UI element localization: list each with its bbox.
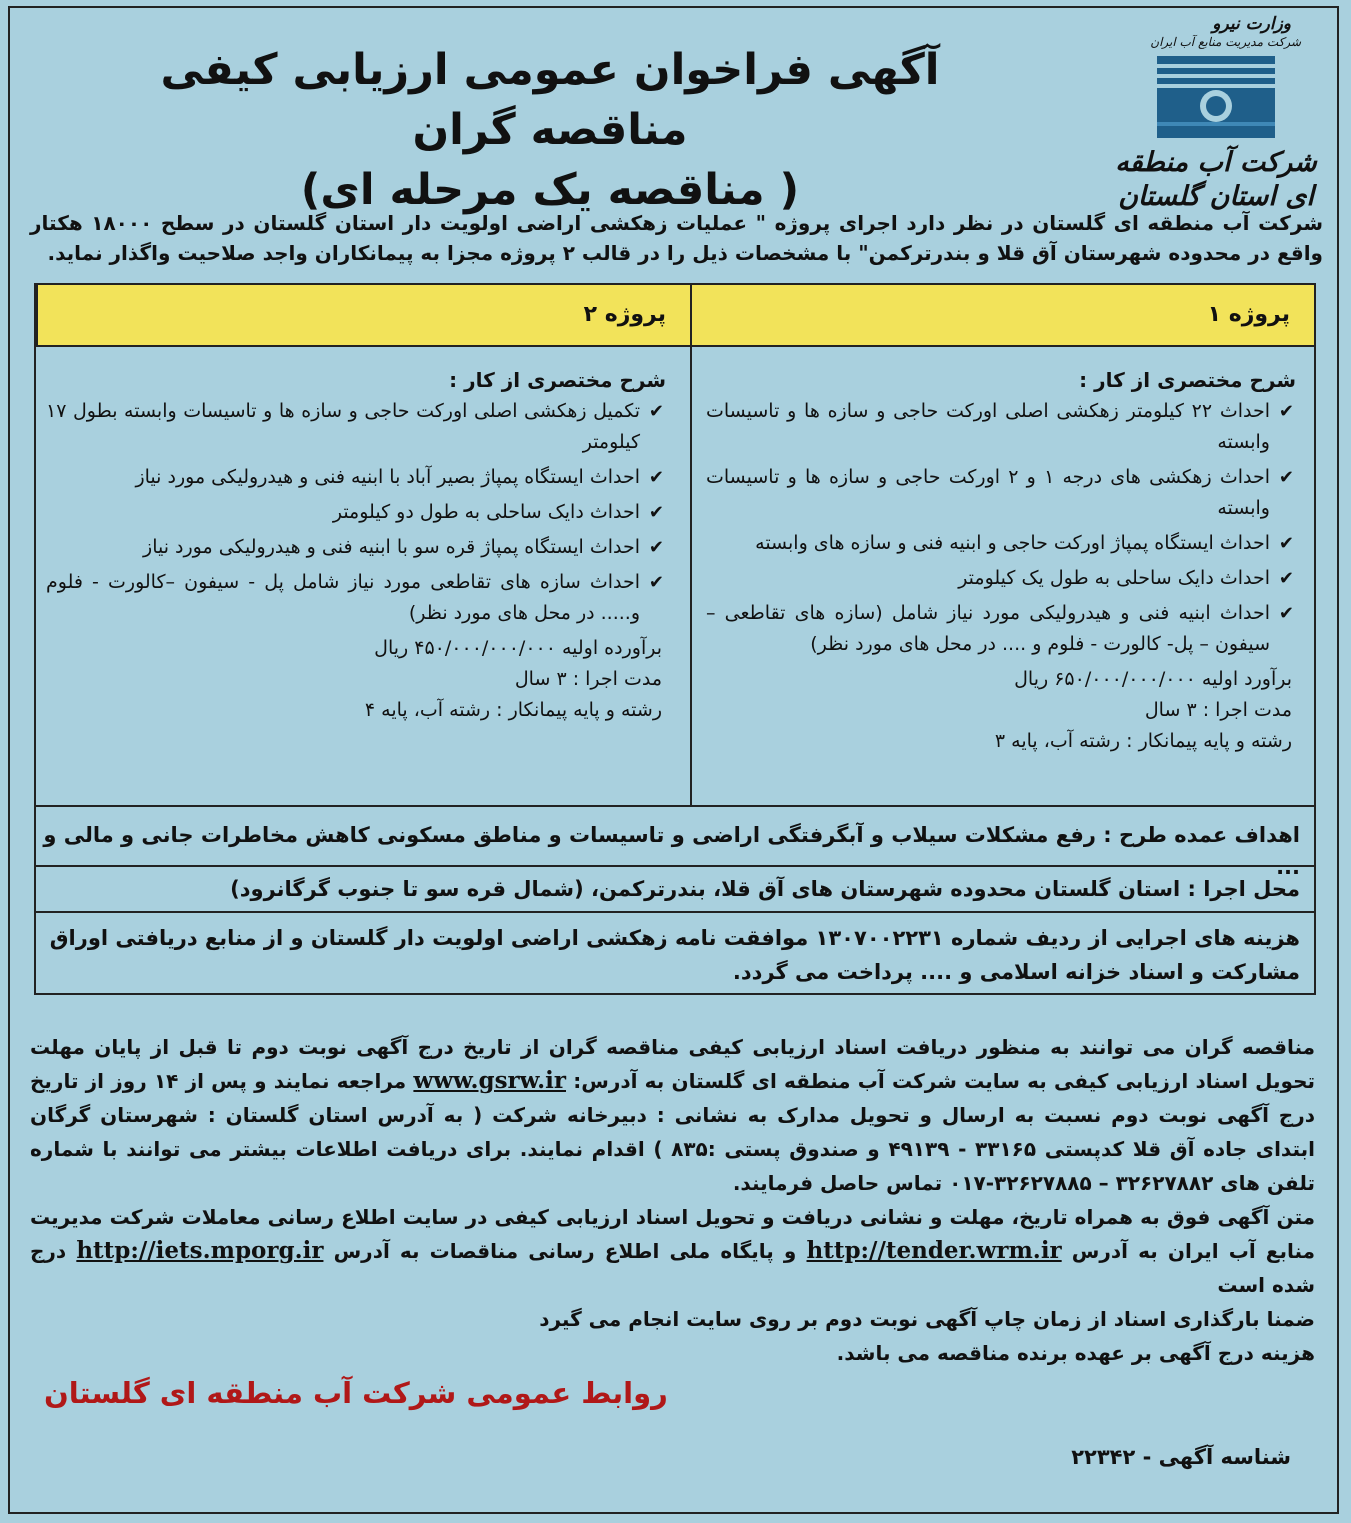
list-item: ✔ احداث زهکشی های درجه ۱ و ۲ اورکت حاجی و سازه ها و تاسیسات وابسته bbox=[706, 462, 1296, 524]
list-item: ✔ احداث ابنیه فنی و هیدرولیکی مورد نیاز شامل (سازه های تقاطعی – سیفون – پل- کالورت - فلوم و .... در محل های مورد نظر) bbox=[706, 598, 1296, 660]
list-item: ✔ احداث دایک ساحلی به طول یک کیلومتر bbox=[706, 563, 1296, 594]
public-relations-signature: روابط عمومی شرکت آب منطقه ای گلستان bbox=[44, 1376, 668, 1410]
water-emblem-icon bbox=[1157, 56, 1275, 138]
check-icon: ✔ bbox=[648, 537, 664, 558]
emblem-inner-circle bbox=[1206, 96, 1226, 116]
project-1-grade: رشته و پایه پیمانکار : رشته آب، پایه ۳ bbox=[994, 730, 1292, 752]
location-label: محل اجرا : bbox=[1187, 877, 1300, 901]
ad-title bbox=[140, 40, 960, 220]
title-line-2: ( مناقصه یک مرحله ای) bbox=[300, 165, 800, 215]
check-icon: ✔ bbox=[648, 502, 664, 523]
emblem-line-4 bbox=[1157, 122, 1275, 126]
management-company-name: شرکت مدیریت منابع آب ایران bbox=[1150, 35, 1301, 49]
ministry-name: وزارت نیرو bbox=[1212, 14, 1291, 34]
gsrw-link[interactable]: www.gsrw.ir bbox=[413, 1067, 566, 1094]
tender-wrm-link[interactable]: http://tender.wrm.ir bbox=[806, 1237, 1062, 1264]
emblem-line-3 bbox=[1157, 84, 1275, 88]
project-2-duration: مدت اجرا : ۳ سال bbox=[514, 668, 662, 690]
project-1-header: پروژه ۱ bbox=[690, 285, 1314, 347]
project-1-items bbox=[706, 396, 1296, 660]
list-item: ✔ احداث ایستگاه پمپاژ اورکت حاجی و ابنیه فنی و سازه های وابسته bbox=[706, 528, 1296, 559]
emblem-line-2 bbox=[1157, 74, 1275, 78]
instructions-paragraph-3: ضمنا بارگذاری اسناد از زمان چاپ آگهی نوبت دوم بر روی سایت انجام می گیرد bbox=[539, 1307, 1315, 1331]
company-name: شرکت آب منطقه ای استان گلستان bbox=[1115, 147, 1317, 212]
title-line-1: آگهی فراخوان عمومی ارزیابی کیفی مناقصه گران bbox=[160, 45, 940, 155]
project-2-estimate: برآورده اولیه ۴۵۰/۰۰۰/۰۰۰/۰۰۰ ریال bbox=[374, 637, 662, 659]
list-item: ✔ احداث ۲۲ کیلومتر زهکشی اصلی اورکت حاجی و سازه ها و تاسیسات وابسته bbox=[706, 396, 1296, 458]
instructions-paragraph-2: متن آگهی فوق به همراه تاریخ، مهلت و نشانی دریافت و تحویل اسناد ارزیابی کیفی در سایت اطلاع رسانی معاملات شرکت مدیریت منابع آب ایران به آدرس http://tender.wrm.ir و پایگاه ملی اطلاع رسانی مناقصات به آدرس http://iets.mporg.ir درج شده است bbox=[30, 1205, 1316, 1297]
instructions-paragraph-4: هزینه درج آگهی بر عهده برنده مناقصه می باشد. bbox=[836, 1341, 1315, 1365]
instructions bbox=[30, 1030, 1315, 1370]
projects-table bbox=[34, 283, 1316, 807]
check-icon: ✔ bbox=[1278, 401, 1294, 422]
list-item: ✔ تکمیل زهکشی اصلی اورکت حاجی و سازه ها و تاسیسات وابسته بطول ۱۷ کیلومتر bbox=[46, 396, 666, 458]
project-1-estimate: برآورد اولیه ۶۵۰/۰۰۰/۰۰۰/۰۰۰ ریال bbox=[1014, 668, 1292, 690]
cost-row: هزینه های اجرایی از ردیف شماره ۱۳۰۷۰۰۲۲۳۱ موافقت نامه زهکشی اراضی اولویت دار گلستان و از منابع دریافتی اوراق مشارکت و اسناد خزانه اسلامی و .... پرداخت می گردد. bbox=[34, 913, 1316, 995]
goals-label: اهداف عمده طرح : bbox=[1103, 823, 1300, 847]
location-text: استان گلستان محدوده شهرستان های آق قلا، بندرترکمن، (شمال قره سو تا جنوب گرگانرود) bbox=[230, 877, 1181, 901]
ad-id: شناسه آگهی - ۲۲۳۴۲ bbox=[1071, 1445, 1291, 1469]
company-logo bbox=[1101, 10, 1331, 212]
check-icon: ✔ bbox=[1278, 533, 1294, 554]
instructions-paragraph-1: مناقصه گران می توانند به منظور دریافت اسناد ارزیابی کیفی مناقصه گران از تاریخ درج آگهی نوبت دوم تا قبل از پایان مهلت تحویل اسناد ارزیابی کیفی به سایت شرکت آب منطقه ای گلستان به آدرس: www.gsrw.ir مراجعه نمایند و پس از ۱۴ روز از تاریخ درج آگهی نوبت دوم نسبت به ارسال و تحویل مدارک به نشانی : دبیرخانه شرکت ( به آدرس استان گلستان : شهرستان گرگان ابتدای جاده آق قلا کدپستی ۳۳۱۶۵ - ۴۹۱۳۹ و صندوق پستی :۸۳۵ ) اقدام نمایند. برای دریافت اطلاعات بیشتر می توانند با شماره تلفن های ۳۲۶۲۷۸۸۲ – ۳۲۶۲۷۸۸۵-۰۱۷ تماس حاصل فرمایند. bbox=[30, 1035, 1316, 1195]
list-item: ✔ احداث ایستگاه پمپاژ قره سو با ابنیه فنی و هیدرولیکی مورد نیاز bbox=[46, 532, 666, 563]
project-2-items bbox=[46, 396, 666, 629]
check-icon: ✔ bbox=[1278, 467, 1294, 488]
column-divider bbox=[690, 285, 692, 805]
list-item: ✔ احداث سازه های تقاطعی مورد نیاز شامل پل - سیفون –کالورت - فلوم و..... در محل های مورد نظر) bbox=[46, 567, 666, 629]
list-item: ✔ احداث ایستگاه پمپاژ بصیر آباد با ابنیه فنی و هیدرولیکی مورد نیاز bbox=[46, 462, 666, 493]
project-1-heading: شرح مختصری از کار : bbox=[1079, 368, 1296, 392]
project-1-duration: مدت اجرا : ۳ سال bbox=[1144, 699, 1292, 721]
project-2-header: پروژه ۲ bbox=[36, 285, 690, 347]
iets-mporg-link[interactable]: http://iets.mporg.ir bbox=[76, 1237, 324, 1264]
project-1-details bbox=[706, 365, 1296, 757]
check-icon: ✔ bbox=[648, 467, 664, 488]
goals-row bbox=[34, 807, 1316, 879]
check-icon: ✔ bbox=[1278, 603, 1294, 624]
check-icon: ✔ bbox=[1278, 568, 1294, 589]
emblem-line-1 bbox=[1157, 64, 1275, 68]
project-2-details bbox=[46, 365, 666, 726]
project-2-grade: رشته و پایه پیمانکار : رشته آب، پایه ۴ bbox=[364, 699, 662, 721]
check-icon: ✔ bbox=[648, 572, 664, 593]
intro-paragraph: شرکت آب منطقه ای گلستان در نظر دارد اجرای پروژه " عملیات زهکشی اراضی اولویت دار استان گلستان در سطح ۱۸۰۰۰ هکتار واقع در محدوده شهرستان آق قلا و بندرترکمن" با مشخصات ذیل را در قالب ۲ پروژه مجزا به پیمانکاران واجد صلاحیت واگذار نماید. bbox=[30, 211, 1323, 265]
location-row bbox=[34, 867, 1316, 913]
check-icon: ✔ bbox=[648, 401, 664, 422]
goals-text: رفع مشکلات سیلاب و آبگرفتگی اراضی و تاسیسات و مناطق مسکونی کاهش مخاطرات جانی و مالی و ... bbox=[43, 823, 1300, 879]
project-2-heading: شرح مختصری از کار : bbox=[449, 368, 666, 392]
list-item: ✔ احداث دایک ساحلی به طول دو کیلومتر bbox=[46, 497, 666, 528]
